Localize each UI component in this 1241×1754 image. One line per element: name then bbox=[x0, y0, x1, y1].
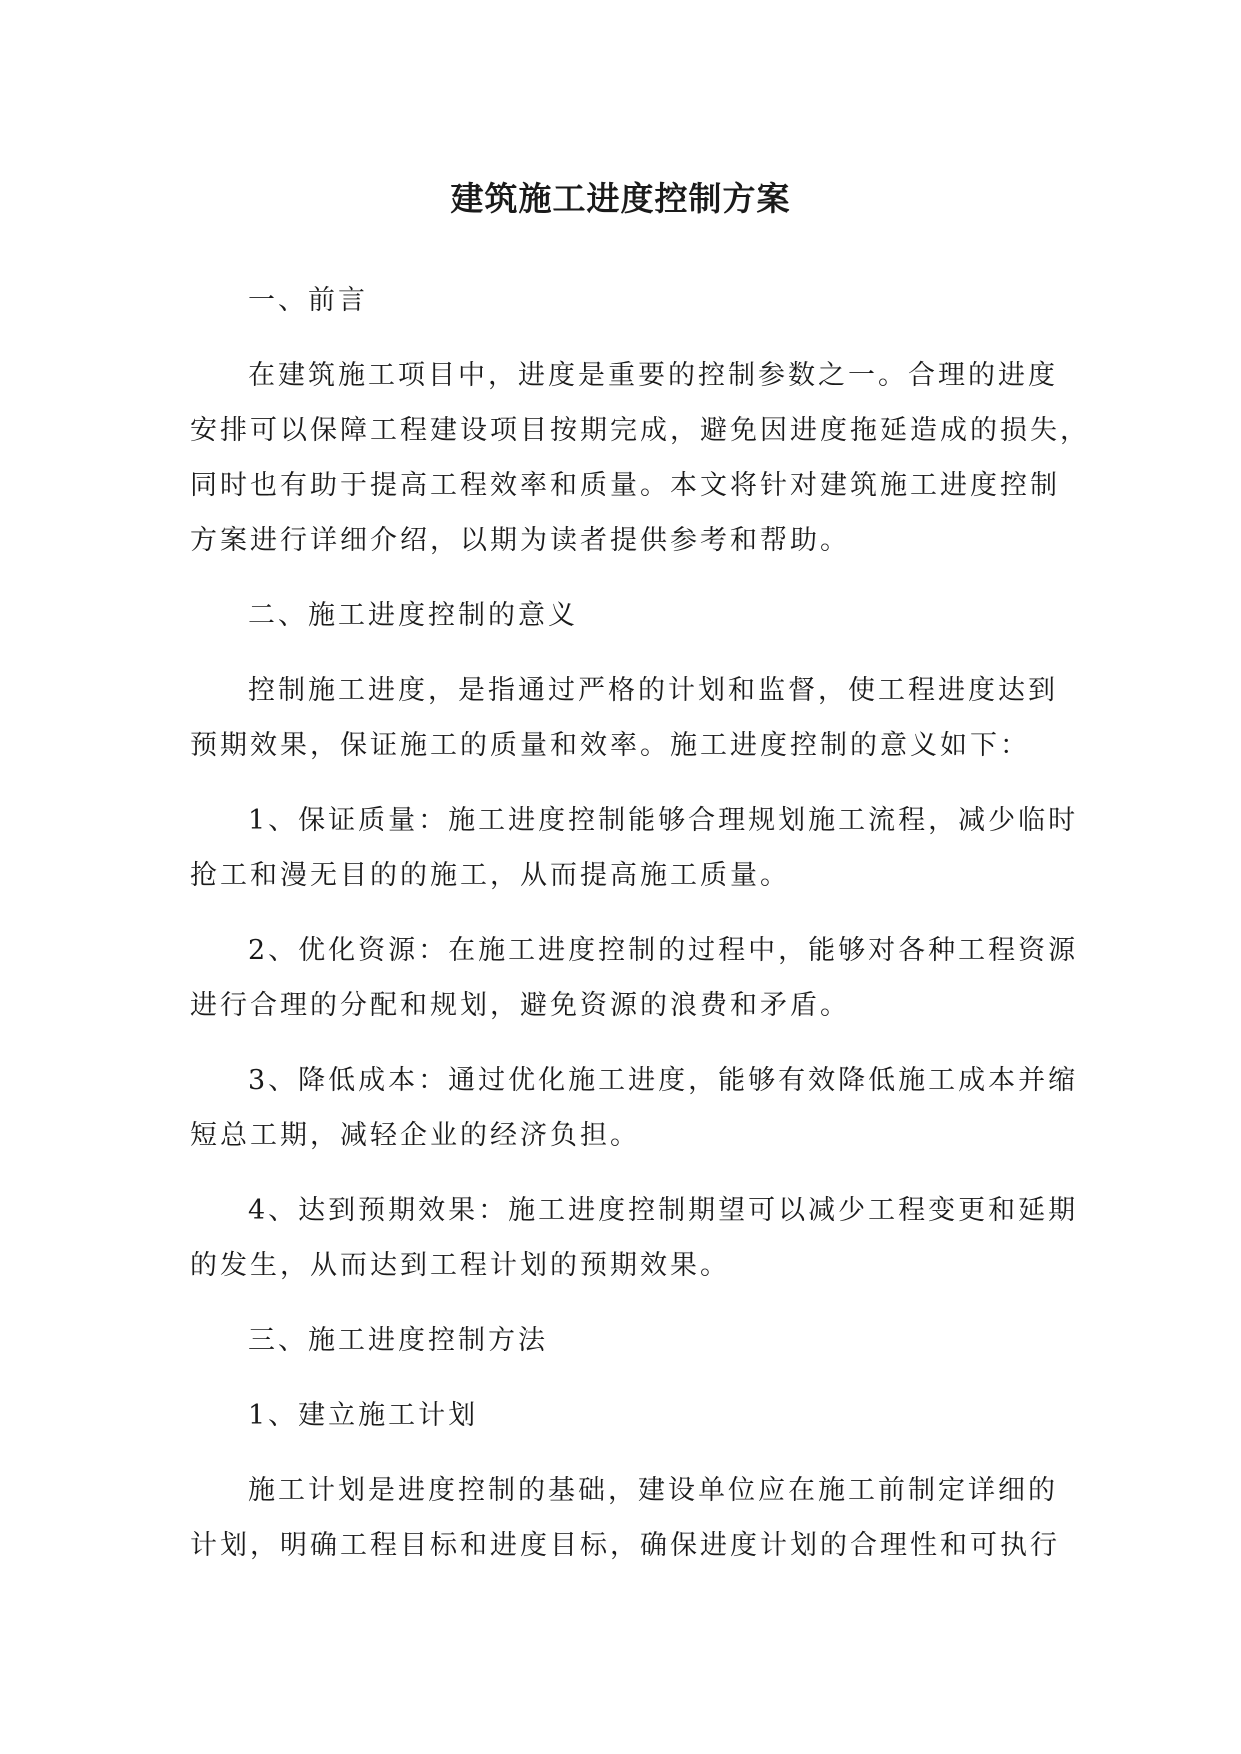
paragraph-line: 同时也有助于提高工程效率和质量。本文将针对建筑施工进度控制 bbox=[190, 470, 1060, 501]
paragraph-line: 计划，明确工程目标和进度目标，确保进度计划的合理性和可执行 bbox=[190, 1530, 1060, 1561]
paragraph-line: 施工计划是进度控制的基础，建设单位应在施工前制定详细的 bbox=[248, 1475, 1058, 1506]
heading-significance: 二、施工进度控制的意义 bbox=[248, 600, 578, 631]
list-item-line: 抢工和漫无目的的施工，从而提高施工质量。 bbox=[190, 860, 790, 891]
list-item-line: 进行合理的分配和规划，避免资源的浪费和矛盾。 bbox=[190, 990, 850, 1021]
document-title: 建筑施工进度控制方案 bbox=[450, 179, 791, 218]
paragraph-line: 预期效果，保证施工的质量和效率。施工进度控制的意义如下： bbox=[190, 730, 1030, 761]
paragraph-line: 方案进行详细介绍，以期为读者提供参考和帮助。 bbox=[190, 525, 850, 556]
heading-methods: 三、施工进度控制方法 bbox=[248, 1325, 548, 1356]
heading-preface: 一、前言 bbox=[248, 285, 368, 316]
list-item-line: 1、保证质量：施工进度控制能够合理规划施工流程，减少临时 bbox=[248, 805, 1079, 836]
list-item-line: 的发生，从而达到工程计划的预期效果。 bbox=[190, 1250, 730, 1281]
list-item-line: 2、优化资源：在施工进度控制的过程中，能够对各种工程资源 bbox=[248, 935, 1079, 966]
list-item-line: 短总工期，减轻企业的经济负担。 bbox=[190, 1120, 640, 1151]
paragraph-line: 在建筑施工项目中，进度是重要的控制参数之一。合理的进度 bbox=[248, 360, 1058, 391]
list-item-line: 3、降低成本：通过优化施工进度，能够有效降低施工成本并缩 bbox=[248, 1065, 1079, 1096]
list-item-line: 4、达到预期效果：施工进度控制期望可以减少工程变更和延期 bbox=[248, 1195, 1079, 1226]
subheading-plan: 1、建立施工计划 bbox=[248, 1400, 479, 1431]
paragraph-line: 安排可以保障工程建设项目按期完成，避免因进度拖延造成的损失， bbox=[190, 415, 1090, 446]
paragraph-line: 控制施工进度，是指通过严格的计划和监督，使工程进度达到 bbox=[248, 675, 1058, 706]
